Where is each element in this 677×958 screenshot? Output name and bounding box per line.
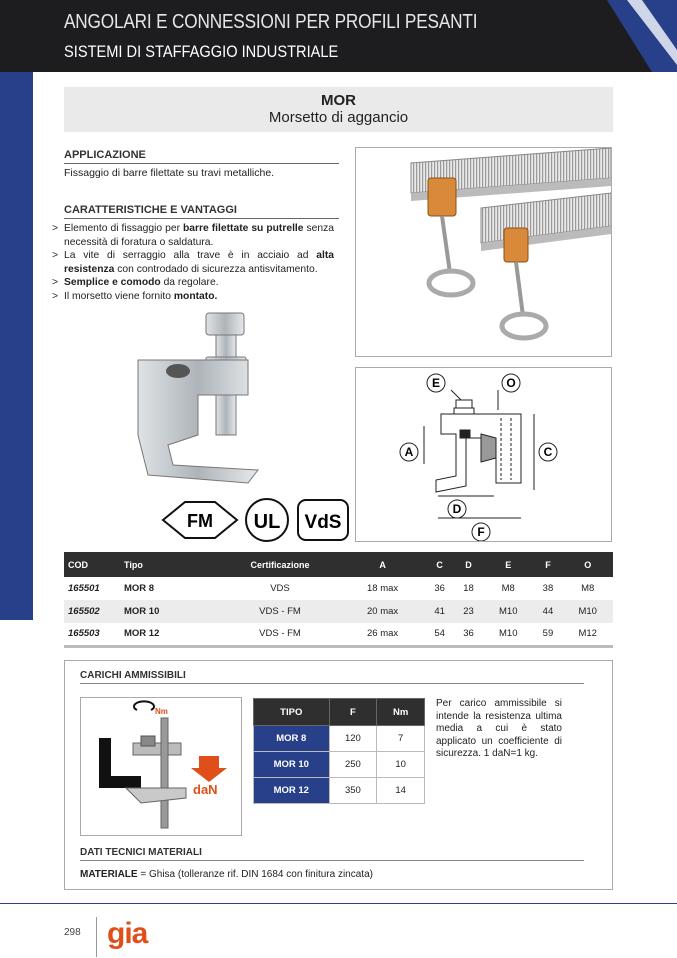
product-title-box: [64, 87, 613, 132]
col-header: O: [562, 552, 613, 577]
brand-logo: gia: [107, 917, 148, 950]
side-accent-bar: [0, 0, 33, 620]
table-header-row: TIPO F Nm: [254, 699, 425, 726]
svg-text:UL: UL: [253, 511, 281, 533]
material-spec: MATERIALE = Ghisa (tolleranze rif. DIN 1684 con finitura zincata): [80, 869, 373, 880]
page-header: [0, 0, 677, 72]
col-header: Certificazione: [220, 552, 340, 577]
application-text: Fissaggio di barre filettate su travi metalliche.: [64, 167, 275, 179]
feature-item: > Elemento di fissaggio per barre filettate su putrelle senza necessità di foratura o saldatura.: [52, 222, 334, 249]
page-number: 298: [64, 927, 81, 938]
product-name: Morsetto di aggancio: [268, 109, 409, 126]
dan-label: daN: [193, 782, 218, 797]
table-header-row: [64, 552, 613, 577]
col-header: E: [483, 552, 534, 577]
drawing-label-c: C: [543, 445, 553, 459]
footer-separator: [96, 917, 97, 957]
col-header: COD: [64, 552, 120, 577]
table-row: 165503 MOR 12 VDS - FM 26 max 54 36 M10 59 M12: [64, 623, 613, 646]
feature-item: > La vite di serraggio alla trave è in acciaio ad alta resistenza con controdado di sicurezza antisvitamento.: [52, 249, 334, 276]
features-list: [52, 222, 334, 303]
product-code: MOR: [321, 92, 356, 109]
drawing-label-e: E: [431, 376, 441, 390]
loads-heading: CARICHI AMMISSIBILI: [80, 670, 584, 684]
load-note: Per carico ammissibile si intende la resistenza ultima media a cui è stato applicato un coefficiente di sicurezza. 1 daN=1 kg.: [436, 698, 562, 759]
col-header: A: [340, 552, 425, 577]
table-row: 165502 MOR 10 VDS - FM 20 max 41 23 M10 44 M10: [64, 600, 613, 623]
fm-cert-icon: [163, 502, 237, 538]
loads-table: [253, 698, 425, 804]
table-row: MOR 10 250 10: [254, 752, 425, 778]
technical-drawing: [355, 367, 612, 542]
dimensions-table: [64, 552, 613, 648]
certification-marks: [160, 496, 350, 544]
drawing-label-d: D: [452, 502, 462, 516]
svg-text:VdS: VdS: [304, 512, 342, 533]
application-heading: APPLICAZIONE: [64, 149, 339, 164]
col-header: C: [425, 552, 454, 577]
table-row: MOR 12 350 14: [254, 778, 425, 804]
materials-heading: DATI TECNICI MATERIALI: [80, 847, 584, 861]
footer-divider: [0, 903, 677, 904]
features-heading: CARATTERISTICHE E VANTAGGI: [64, 204, 339, 219]
feature-item: > Semplice e comodo da regolare.: [52, 276, 334, 290]
drawing-label-o: O: [506, 376, 516, 390]
clamp-product-image: [128, 305, 268, 485]
col-header: D: [454, 552, 483, 577]
drawing-label-f: F: [477, 525, 485, 539]
section-subtitle: SISTEMI DI STAFFAGGIO INDUSTRIALE: [64, 42, 339, 61]
col-header: Tipo: [120, 552, 220, 577]
vds-cert-icon: [298, 500, 348, 540]
drawing-label-a: A: [404, 445, 414, 459]
nm-label: Nm: [155, 707, 168, 716]
ul-cert-icon: [246, 499, 288, 541]
load-diagram: [80, 697, 242, 836]
header-corner-decoration: [567, 0, 677, 72]
svg-text:FM: FM: [187, 511, 213, 531]
installation-photo: [355, 147, 612, 357]
table-row: MOR 8 120 7: [254, 726, 425, 752]
feature-item: > Il morsetto viene fornito montato.: [52, 290, 334, 304]
section-title: ANGOLARI E CONNESSIONI PER PROFILI PESANTI: [64, 11, 478, 33]
table-row: 165501 MOR 8 VDS 18 max 36 18 M8 38 M8: [68, 583, 595, 594]
col-header: F: [534, 552, 563, 577]
